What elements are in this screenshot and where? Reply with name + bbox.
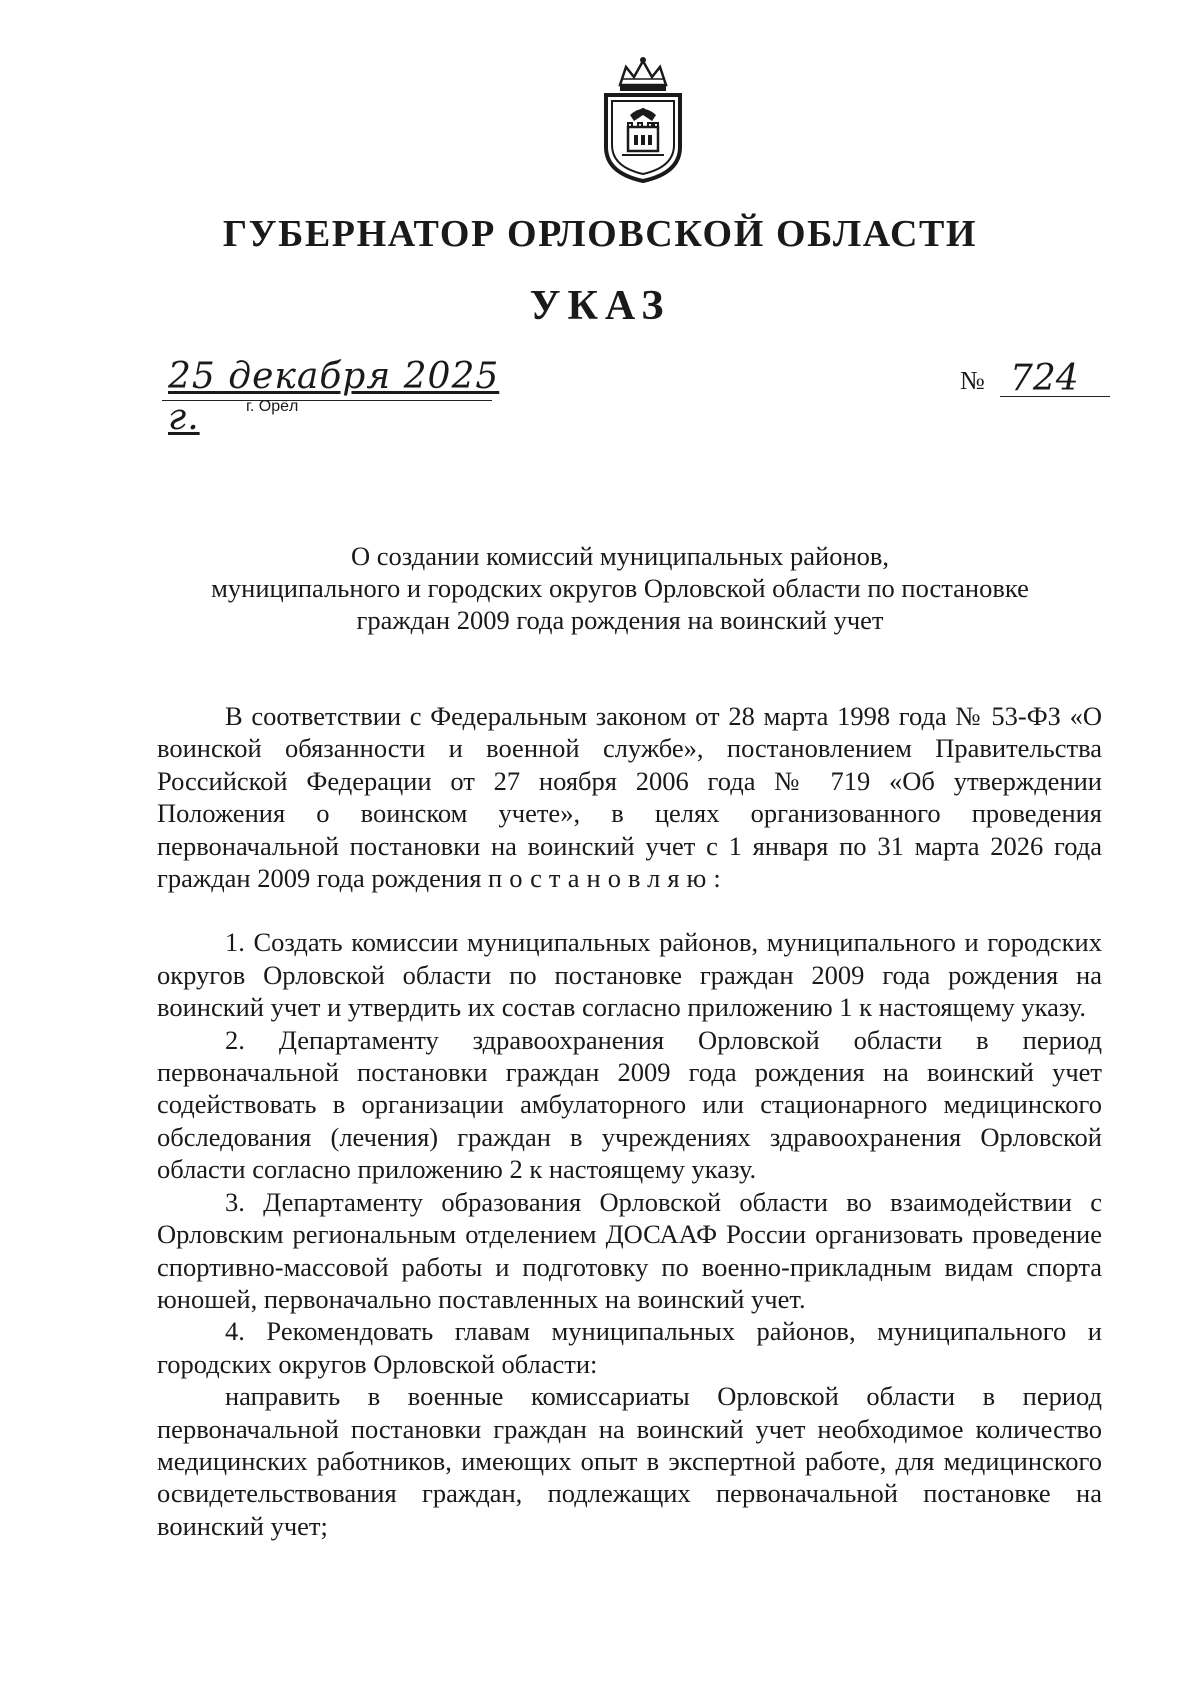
subject-line: О создании комиссий муниципальных районов, xyxy=(350,541,890,571)
document-type: УКАЗ xyxy=(529,283,671,329)
city-label: г. Орёл xyxy=(246,398,299,415)
item-3-paragraph: 3. Департаменту образования Орловской области во взаимодействии с Орловским региональным отделением ДОСААФ России организовать проведение спортивно-массовой работы и подготовку по военно-прикладным видам спорта юношей, первоначально поставленных на воинский учет. xyxy=(157,1186,1102,1314)
preamble-text: В соответствии с Федеральным законом от 28 марта 1998 года № 53-ФЗ «О воинской обязанности и военной службе», постановлением Правительства Российской Федерации от 27 ноября 2006 года № 719 «Об утверждении Положения о воинском учете», в целях организованного проведения первоначальной постановки на воинский учет с 1 января по 31 марта 2026 года граждан 2009 года рождения xyxy=(157,701,1102,894)
item-4-paragraph: 4. Рекомендовать главам муниципальных районов, муниципального и городских округов Орловской области: xyxy=(157,1316,1102,1379)
subject-line: муниципального и городских округов Орловской области по постановке xyxy=(211,573,1029,603)
subject-line: граждан 2009 года рождения на воинский учет xyxy=(356,605,884,635)
preamble-paragraph xyxy=(157,700,1102,894)
handwritten-date: 25 декабря 2025 г. xyxy=(168,356,500,438)
decree-body xyxy=(157,700,1102,1542)
coat-of-arms-icon xyxy=(598,55,688,183)
item-2-paragraph: 2. Департаменту здравоохранения Орловской области в период первоначальной постановки граждан 2009 года рождения на воинский учет содействовать в организации амбулаторного или стационарного медицинского обследования (лечения) граждан в учреждениях здравоохранения Орловской области согласно приложению 2 к настоящему указу. xyxy=(157,1024,1102,1185)
issuer-title: ГУБЕРНАТОР ОРЛОВСКОЙ ОБЛАСТИ xyxy=(222,213,978,255)
number-underline xyxy=(1000,396,1110,397)
number-block xyxy=(960,360,1110,400)
date-underline xyxy=(162,400,492,401)
item-4-subparagraph: направить в военные комиссариаты Орловской области в период первоначальной постановки граждан на воинский учет необходимое количество медицинских работников, имеющих опыт в экспертной работе, для медицинского освидетельствования граждан, подлежащих первоначальной постановке на воинский учет; xyxy=(157,1381,1102,1541)
number-sign: № xyxy=(960,366,985,395)
handwritten-number: 724 xyxy=(1010,358,1079,399)
decree-word: постановляю: xyxy=(488,863,728,894)
decree-subject xyxy=(150,540,1090,636)
item-1-paragraph: 1. Создать комиссии муниципальных районов, муниципального и городских округов Орловской области по постановке граждан 2009 года рождения на воинский учет и утвердить их состав согласно приложению 1 к настоящему указу. xyxy=(157,927,1102,1023)
date-block xyxy=(162,356,502,438)
